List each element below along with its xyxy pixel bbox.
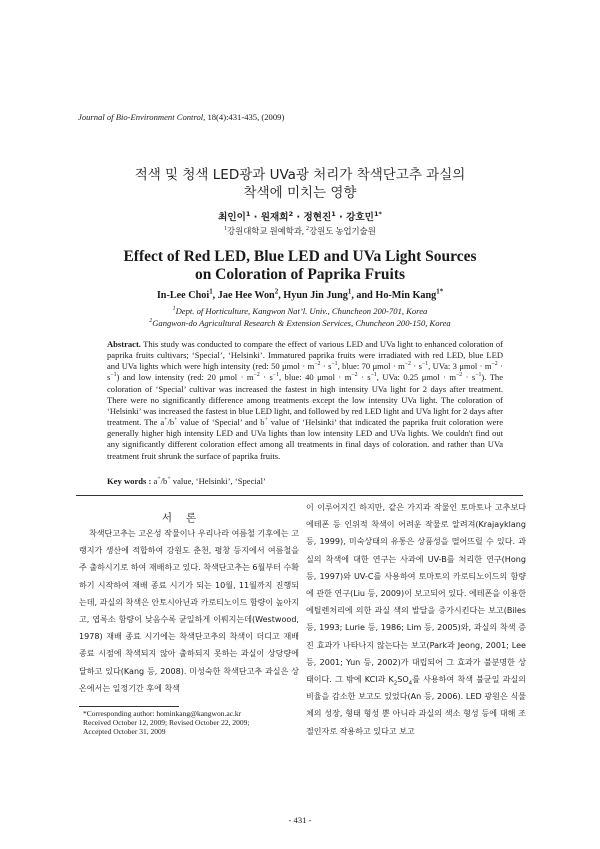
author-sup: 1 bbox=[209, 288, 213, 296]
chem-sub: 2 bbox=[393, 680, 398, 687]
author-sup: 1* bbox=[436, 288, 444, 296]
unit-sup: + bbox=[174, 417, 178, 424]
keywords-text: /b bbox=[160, 476, 168, 486]
affil-sup: 1 bbox=[172, 306, 176, 313]
section-divider bbox=[76, 495, 523, 496]
body-text: SO bbox=[397, 675, 409, 685]
abstract bbox=[107, 339, 503, 462]
abstract-label: Abstract. bbox=[107, 339, 141, 349]
journal-volume: , 18(4):431-435, (2009) bbox=[203, 112, 285, 122]
author-sep: · bbox=[293, 212, 304, 223]
journal-citation bbox=[78, 112, 284, 122]
abstract-text: , UVa: 0.25 μmol · m bbox=[376, 372, 457, 383]
footnote-rule bbox=[79, 706, 179, 707]
author-ko: 원재희 bbox=[260, 212, 289, 223]
unit-sup: −1 bbox=[331, 361, 338, 368]
author-sup: 1 bbox=[347, 288, 352, 296]
unit-sup: −1 bbox=[421, 361, 429, 368]
affil-en-text: Dept. of Horticulture, Kangwon Nat’l. Univ., Chuncheon 200-701, Korea bbox=[175, 306, 428, 316]
abstract-text: , UVa: 3 μmol · m bbox=[428, 361, 492, 372]
author-sup: 1* bbox=[373, 209, 382, 218]
keywords-text: value, ‘Helsinki’, ‘Special’ bbox=[170, 476, 266, 486]
english-title-line1: Effect of Red LED, Blue LED and UVa Light Sources bbox=[123, 248, 477, 265]
chem-sub: 4 bbox=[408, 680, 413, 687]
abstract-text: · s bbox=[357, 372, 371, 383]
journal-name: Journal of Bio-Environment Control bbox=[78, 112, 204, 122]
abstract-text: , blue: 70 μmol · m bbox=[337, 361, 405, 372]
unit-sup: + bbox=[264, 417, 268, 424]
body-column-left bbox=[79, 525, 299, 697]
body-text: 이 이루어지긴 하지만, 같은 가지과 작물인 토마토나 고추보다 에테폰 등 인위적 착색이 어려운 작물로 알려져(Krajayklang 등, 1999), 미숙상태의 유통은 상품성을 떨어뜨릴 수 있다. 과실의 착색에 대한 연구는 사과에 UV-B를 처리한 연구(Hong 등, 1997)와 UV-C를 사용하여 토마토의 카로티노이드의 함량에 관한 연구(Liu 등, 2009)이 보고되어 있다. 에테폰을 이용한 에틸렌처리에 의한 과실 색의 발달을 증가시킨다는 보고(Biles 등, 1993; Lurie 등, 1986; Lim 등, 2005)와, 과실의 착색 증진 효과가 나타나지 않는다는 보고(Park과 Jeong, 2001; Lee 등, 2001; Yun 등, 2002)가 대립되어 그 효과가 불분명한 상태이다. 그 밖에 KCl과 K bbox=[306, 503, 526, 685]
abstract-text: · s bbox=[320, 361, 332, 372]
unit-sup: −1 bbox=[475, 372, 482, 379]
body-paragraph bbox=[306, 499, 526, 740]
abstract-text: value of ‘Special’ and b bbox=[177, 417, 265, 428]
author-sup: 1 bbox=[245, 209, 251, 218]
unit-sup: −2 bbox=[456, 372, 463, 379]
body-paragraph: 착색단고추는 고온성 작물이나 우리나라 여름철 기후에는 고랭지가 생산에 적합하여 강원도 춘천, 평창 등지에서 여름철을 주 출하시기로 하여 재배하고 있다. 착색단고추는 6월부터 수확하기 시작하여 재배 종료 시기가 되는 10월, 11월까지 진행되는데, 과실의 착색은 안토시아닌과 카로티노이드 함량이 높아지고, 엽록소 함량이 낮음수록 균일하게 이뤄지는데(Westwood, 1978) 재배 종료 시기에는 착색단고추의 착색이 더디고 재배 종료 시점에 착색되지 않아 출하되지 못하는 과실이 상당량에 달하고 있다(Kang 등, 2008). 미성숙한 착색단고추 과실은 상온에서는 일정기간 후에 착색 bbox=[79, 529, 300, 693]
keywords-sup: + bbox=[167, 476, 171, 483]
keywords-sup: + bbox=[157, 476, 161, 483]
abstract-text: · s bbox=[410, 361, 422, 372]
abstract-text: ). The coloration of ‘Special’ cultivar was increased the fastest in high intensity UVa light for 2 days after treatment. There were no significantly difference among treatments except the low intensity UVa light. The coloration of ‘Helsinki’ was increased the fastest in blue LED light, and followed by red LED light and UVa light for 2 days after treatment. The a bbox=[107, 372, 503, 428]
keywords-text: a bbox=[151, 476, 158, 486]
korean-title-line2: 착색에 미치는 영향 bbox=[243, 185, 357, 201]
unit-sup: −2 bbox=[253, 372, 260, 379]
author-ko: 강호민 bbox=[346, 212, 374, 223]
author-sep: · bbox=[250, 212, 261, 223]
abstract-text: · s bbox=[107, 361, 503, 383]
author-ko: 정현진 bbox=[303, 212, 332, 223]
english-authors bbox=[0, 290, 600, 301]
affil-sup: 1 bbox=[224, 226, 228, 233]
received-date: Received October 12, 2009; Revised October 22, 2009; bbox=[83, 718, 250, 727]
affil-sup: 2 bbox=[306, 226, 309, 233]
abstract-text: · s bbox=[259, 372, 273, 383]
abstract-text: · s bbox=[462, 372, 476, 383]
author-sup: 2 bbox=[288, 209, 294, 218]
author-en: , Jae Hee Won bbox=[212, 290, 275, 301]
accepted-date: Accepted October 31, 2009 bbox=[83, 727, 166, 736]
korean-authors bbox=[0, 209, 600, 223]
author-en: In-Lee Choi bbox=[156, 290, 210, 301]
english-affiliation-1 bbox=[0, 306, 600, 316]
unit-sup: −2 bbox=[404, 361, 411, 368]
korean-title-line1: 적색 및 청색 LED광과 UVa광 처리가 착색단고추 과실의 bbox=[134, 167, 466, 183]
author-sup: 1 bbox=[331, 209, 336, 218]
author-sup: 2 bbox=[274, 288, 279, 296]
unit-sup: −1 bbox=[272, 372, 279, 379]
author-sep: · bbox=[335, 212, 347, 223]
abstract-text: This study was conducted to compare the effect of various LED and UVa light to enhanced coloration of paprika fruits cultivars; ‘Special’, ‘Helsinki’. Immatured paprika fruits were irradiated with red LED, blue LED and UVa lights which were high intensity (red: 50 μmol · m bbox=[107, 339, 503, 372]
korean-affiliations bbox=[0, 225, 600, 237]
abstract-text: /b bbox=[167, 417, 175, 428]
affil-ko-2: 강원도 농업기술원 bbox=[308, 227, 376, 236]
abstract-text: ) and low intensity (red: 20 μmol · m bbox=[116, 372, 254, 383]
abstract-text: , blue: 40 μmol · m bbox=[278, 372, 352, 383]
affil-en-text: Gangwon-do Agricultural Research & Extension Services, Chuncheon 200-150, Korea bbox=[152, 318, 451, 328]
abstract-text: value of ‘Helsinki’ that indicated the paprika fruit coloration were generally higher high intensity LED and UVa lights than low intensity LED and UVa lights. We couldn't find out any significantly different coloration effect among all treatments in final days of coloration. and rather than UVa treatment fruit shrunk the surface of paprika fruits. bbox=[107, 417, 503, 461]
unit-sup: −2 bbox=[491, 361, 498, 368]
corresponding-author: *Corresponding author: hominkang@kangwon.ac.kr bbox=[83, 709, 242, 718]
unit-sup: −1 bbox=[110, 372, 117, 379]
affil-ko-1: 강원대학교 원예학과, bbox=[227, 227, 307, 236]
unit-sup: −2 bbox=[314, 361, 321, 368]
section-heading: 서론 bbox=[161, 512, 211, 524]
unit-sup: −2 bbox=[351, 372, 358, 379]
keywords-label: Key words : bbox=[107, 476, 152, 486]
page-number: - 431 - bbox=[288, 815, 312, 825]
english-title-line2: on Coloration of Paprika Fruits bbox=[194, 266, 406, 283]
unit-sup: + bbox=[164, 417, 168, 424]
body-column-right bbox=[306, 499, 526, 740]
affil-sup: 2 bbox=[149, 318, 153, 325]
unit-sup: −1 bbox=[370, 372, 377, 379]
author-en: , and Ho-Min Kang bbox=[351, 290, 437, 301]
body-text: 를 사용하여 착색 불균일 과실의 비율을 감소한 보고도 있었다(An 등, 2006). LED 광원은 식물체의 성장, 형태 형성 뿐 아니라 과실의 색소 형성 등에 대해 조절인자로 작용하고 있다고 보고 bbox=[306, 675, 526, 736]
english-affiliation-2 bbox=[0, 318, 600, 328]
author-ko: 최인이 bbox=[218, 212, 246, 223]
keywords bbox=[107, 476, 507, 486]
author-en: , Hyun Jin Jung bbox=[278, 290, 348, 301]
